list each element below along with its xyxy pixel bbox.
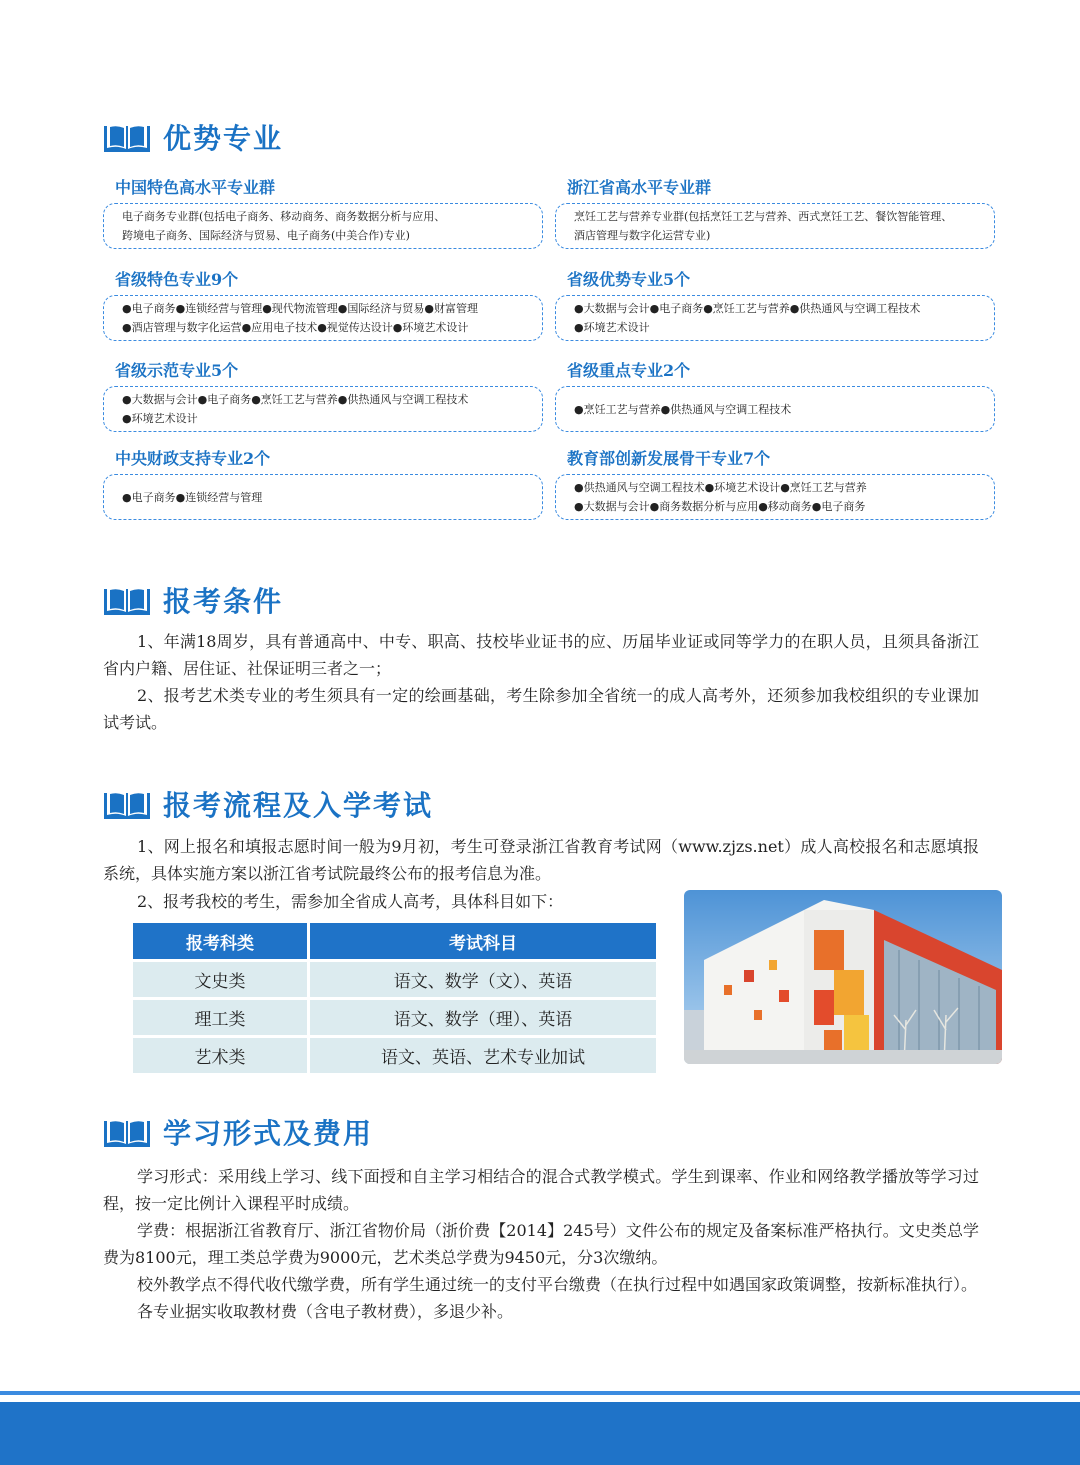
category-line: 烹饪工艺与营养专业群(包括烹饪工艺与营养、西式烹饪工艺、餐饮智能管理、 (574, 210, 953, 223)
category-line: ●电子商务●连锁经营与管理 (122, 490, 263, 504)
paragraph: 2、报考我校的考生，需参加全省成人高考，具体科目如下： (137, 892, 564, 911)
conditions-text (103, 628, 979, 736)
process-text-1 (103, 833, 979, 887)
category-box (555, 474, 995, 520)
open-book-icon (103, 1115, 151, 1149)
category-line: ●酒店管理与数字化运营●应用电子技术●视觉传达设计●环境艺术设计 (122, 321, 469, 334)
category-line: 跨境电子商务、国际经济与贸易、电子商务(中美合作)专业) (122, 229, 410, 242)
category-title: 省级优势专业5个 (567, 270, 691, 289)
section-heading-study (103, 1112, 373, 1152)
category-line: ●电子商务●连锁经营与管理●现代物流管理●国际经济与贸易●财富管理 (122, 302, 478, 315)
table-cell: 文史类 (133, 959, 310, 997)
paragraph: 2、报考艺术类专业的考生须具有一定的绘画基础，考生除参加全省统一的成人高考外，还须参加我校组织的专业课加试考试。 (103, 686, 979, 732)
section-title: 学习形式及费用 (163, 1117, 374, 1150)
category-box (555, 295, 995, 341)
category-line: ●供热通风与空调工程技术●环境艺术设计●烹饪工艺与营养 (574, 481, 867, 494)
section-title: 优势专业 (163, 122, 284, 155)
table-header-row (133, 923, 656, 959)
footer-bar (0, 1402, 1080, 1465)
category-box (555, 386, 995, 432)
section-title: 报考流程及入学考试 (163, 789, 434, 822)
category-title: 中央财政支持专业2个 (115, 449, 271, 468)
category-card (103, 177, 543, 249)
category-line: ●环境艺术设计 (574, 321, 650, 334)
category-box (555, 203, 995, 249)
category-title: 中国特色高水平专业群 (115, 178, 276, 197)
table-header-cell: 报考科类 (133, 923, 310, 959)
category-title: 省级重点专业2个 (567, 361, 691, 380)
category-line: 酒店管理与数字化运营专业) (574, 229, 711, 242)
campus-building-photo (684, 890, 1002, 1064)
process-text-2 (103, 888, 663, 915)
category-box (103, 295, 543, 341)
table-cell: 语文、数学（文）、英语 (310, 959, 656, 997)
category-title: 教育部创新发展骨干专业7个 (567, 449, 771, 468)
section-title: 报考条件 (163, 585, 284, 618)
category-line: ●烹饪工艺与营养●供热通风与空调工程技术 (574, 402, 792, 416)
category-line: ●大数据与会计●电子商务●烹饪工艺与营养●供热通风与空调工程技术 (574, 302, 921, 315)
category-card (555, 360, 995, 432)
table-row (133, 1035, 656, 1073)
category-box (103, 386, 543, 432)
section-heading-advantage (103, 117, 283, 157)
category-card (103, 360, 543, 432)
category-card (555, 448, 995, 520)
study-text (103, 1163, 979, 1325)
open-book-icon (103, 583, 151, 617)
category-line: 电子商务专业群(包括电子商务、移动商务、商务数据分析与应用、 (122, 210, 446, 223)
paragraph: 各专业据实收取教材费（含电子教材费），多退少补。 (137, 1302, 514, 1321)
category-card (103, 269, 543, 341)
category-line: ●大数据与会计●电子商务●烹饪工艺与营养●供热通风与空调工程技术 (122, 393, 469, 406)
footer-divider (0, 1391, 1080, 1395)
paragraph: 校外教学点不得代收代缴学费，所有学生通过统一的支付平台缴费（在执行过程中如遇国家政策调整，按新标准执行）。 (137, 1275, 978, 1294)
open-book-icon (103, 120, 151, 154)
category-box (103, 474, 543, 520)
table-row (133, 959, 656, 997)
section-heading-process (103, 784, 433, 824)
table-row (133, 997, 656, 1035)
open-book-icon (103, 787, 151, 821)
paragraph: 学习形式：采用线上学习、线下面授和自主学习相结合的混合式教学模式。学生到课率、作业和网络教学播放等学习过程，按一定比例计入课程平时成绩。 (103, 1167, 979, 1213)
section-heading-conditions (103, 580, 283, 620)
category-title: 省级示范专业5个 (115, 361, 239, 380)
paragraph: 学费：根据浙江省教育厅、浙江省物价局（浙价费【2014】245号）文件公布的规定及备案标准严格执行。文史类总学费为8100元，理工类总学费为9000元，艺术类总学费为9450元，分3次缴纳。 (103, 1221, 979, 1267)
exam-subjects-table (133, 923, 656, 1073)
table-cell: 语文、英语、艺术专业加试 (310, 1035, 656, 1073)
paragraph: 1、年满18周岁，具有普通高中、中专、职高、技校毕业证书的应、历届毕业证或同等学力的在职人员，且须具备浙江省内户籍、居住证、社保证明三者之一； (103, 632, 979, 678)
category-card (555, 269, 995, 341)
category-card (103, 448, 543, 520)
table-cell: 语文、数学（理）、英语 (310, 997, 656, 1035)
paragraph: 1、网上报名和填报志愿时间一般为9月初，考生可登录浙江省教育考试网（www.zjzs.net）成人高校报名和志愿填报系统，具体实施方案以浙江省考试院最终公布的报考信息为准。 (103, 837, 979, 883)
category-box (103, 203, 543, 249)
category-title: 浙江省高水平专业群 (567, 178, 712, 197)
category-line: ●环境艺术设计 (122, 412, 198, 425)
category-line: ●大数据与会计●商务数据分析与应用●移动商务●电子商务 (574, 500, 866, 513)
table-header-cell: 考试科目 (310, 923, 656, 959)
table-cell: 理工类 (133, 997, 310, 1035)
table-cell: 艺术类 (133, 1035, 310, 1073)
category-card (555, 177, 995, 249)
category-title: 省级特色专业9个 (115, 270, 239, 289)
